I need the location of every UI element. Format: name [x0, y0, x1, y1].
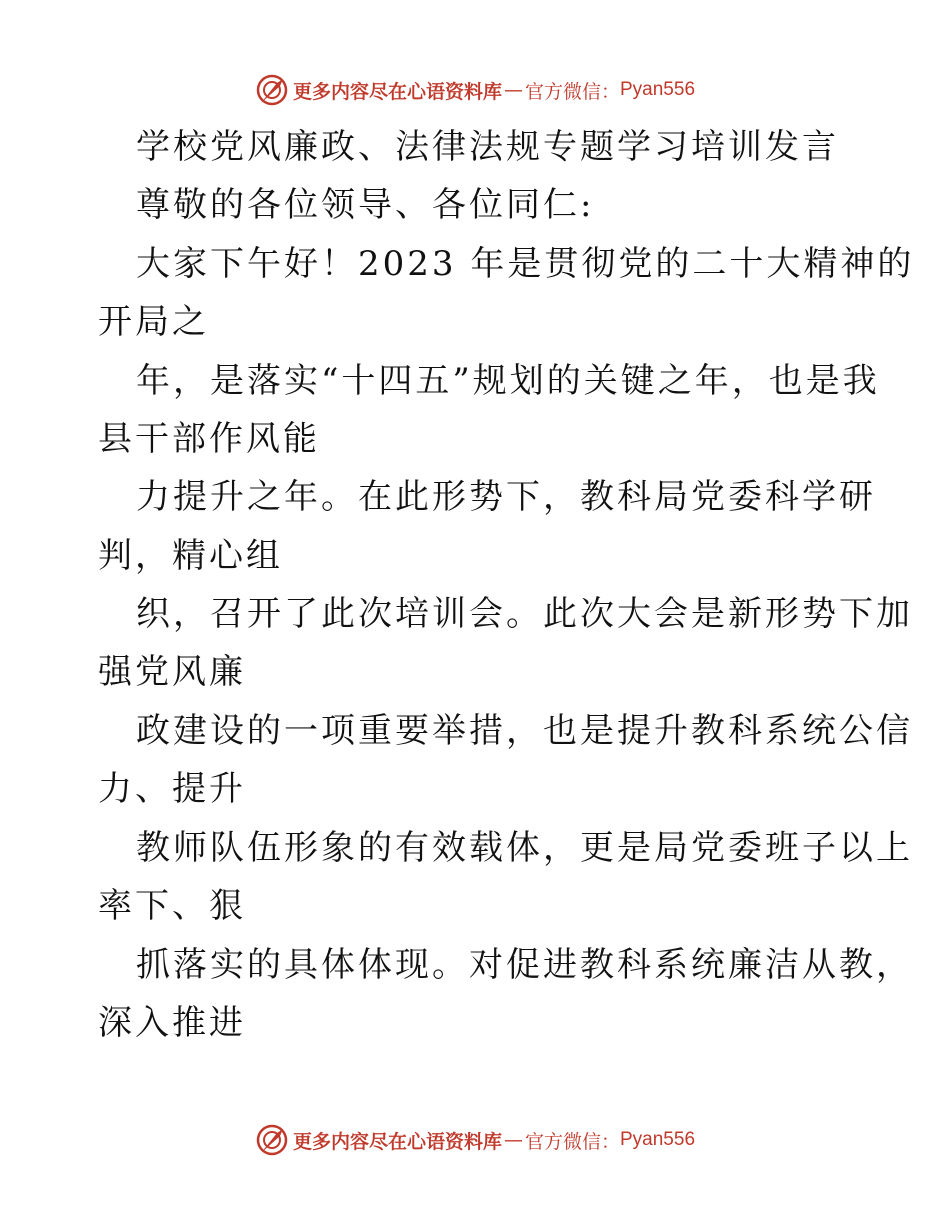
body-line: 判，精心组 [98, 536, 283, 576]
body-line: 织，召开了此次培训会。此次大会是新形势下加 [136, 594, 913, 634]
body-line: 年，是落实“十四五”规划的关键之年，也是我 [136, 361, 880, 401]
watermark-site-text: 更多内容尽在心语资料库 [292, 80, 502, 103]
watermark-site-text: 更多内容尽在心语资料库 [292, 1130, 502, 1153]
watermark-separator: — [503, 1129, 523, 1151]
body-line: 力提升之年。在此形势下，教科局党委科学研 [136, 477, 876, 517]
body-line: 开局之 [98, 302, 209, 342]
body-line: 县干部作风能 [98, 419, 320, 459]
body-line: 抓落实的具体体现。对促进教科系统廉洁从教， [136, 945, 913, 985]
body-line: 大家下午好！2023 年是贯彻党的二十大精神的 [136, 244, 915, 284]
watermark-account: Pyan556 [620, 79, 696, 100]
quill-logo-icon [255, 73, 289, 107]
body-line: 教师队伍形象的有效载体，更是局党委班子以上 [136, 828, 913, 868]
watermark-wechat-label: 官方微信： [524, 80, 620, 103]
footer-watermark [0, 1120, 950, 1160]
header-watermark [0, 70, 950, 110]
watermark-account: Pyan556 [620, 1129, 696, 1150]
body-line: 政建设的一项重要举措，也是提升教科系统公信 [136, 711, 913, 751]
body-line: 力、提升 [98, 769, 246, 809]
watermark-separator: — [503, 79, 523, 101]
salutation: 尊敬的各位领导、各位同仁: [136, 185, 595, 225]
quill-logo-icon [255, 1123, 289, 1157]
body-line: 强党风廉 [98, 652, 246, 692]
document-title: 学校党风廉政、法律法规专题学习培训发言 [136, 127, 839, 167]
watermark-wechat-label: 官方微信： [524, 1130, 620, 1153]
body-line: 深入推进 [98, 1003, 246, 1043]
body-line: 率下、狠 [98, 886, 246, 926]
